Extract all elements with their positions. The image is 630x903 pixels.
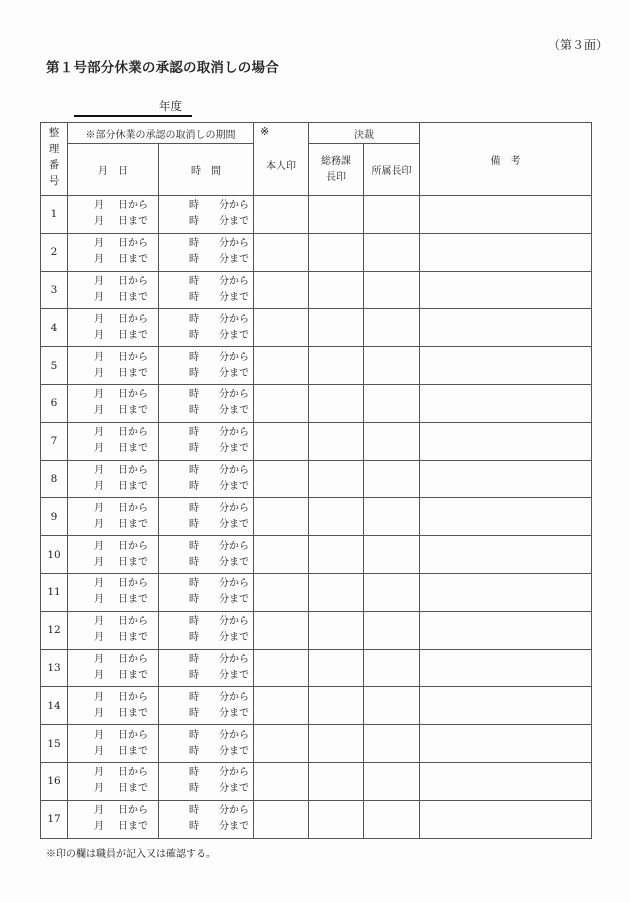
footnote: ※印の欄は職員が記入又は確認する。 [46, 849, 216, 860]
dept-head-seal-cell[interactable] [364, 536, 420, 574]
month-day-cell[interactable]: 月 日から 月 日まで [68, 233, 159, 271]
general-affairs-seal-cell[interactable] [309, 649, 364, 687]
table-row [41, 460, 592, 498]
remarks-cell[interactable] [420, 309, 592, 347]
self-seal-cell[interactable] [254, 384, 309, 422]
general-affairs-seal-cell[interactable] [309, 309, 364, 347]
fiscal-year-field[interactable] [74, 98, 192, 117]
time-cell[interactable]: 時 分から 時 分まで [159, 725, 254, 763]
month-day-cell[interactable]: 月 日から 月 日まで [68, 422, 159, 460]
row-number: 2 [41, 233, 68, 271]
self-seal-cell[interactable] [254, 762, 309, 800]
general-affairs-seal-cell[interactable] [309, 498, 364, 536]
month-day-cell[interactable]: 月 日から 月 日まで [68, 271, 159, 309]
time-cell[interactable]: 時 分から 時 分まで [159, 233, 254, 271]
general-affairs-seal-cell[interactable] [309, 687, 364, 725]
row-number: 16 [41, 762, 68, 800]
month-day-cell[interactable]: 月 日から 月 日まで [68, 498, 159, 536]
row-number: 3 [41, 271, 68, 309]
time-cell[interactable]: 時 分から 時 分まで [159, 649, 254, 687]
dept-head-seal-cell[interactable] [364, 422, 420, 460]
month-day-cell[interactable]: 月 日から 月 日まで [68, 573, 159, 611]
row-number: 7 [41, 422, 68, 460]
time-cell[interactable]: 時 分から 時 分まで [159, 309, 254, 347]
header-month-day: 月 日 [68, 144, 159, 196]
time-cell[interactable]: 時 分から 時 分まで [159, 384, 254, 422]
time-cell[interactable]: 時 分から 時 分まで [159, 762, 254, 800]
row-number: 14 [41, 687, 68, 725]
month-day-cell[interactable]: 月 日から 月 日まで [68, 649, 159, 687]
dept-head-seal-cell[interactable] [364, 460, 420, 498]
time-cell[interactable]: 時 分から 時 分まで [159, 460, 254, 498]
month-day-cell[interactable]: 月 日から 月 日まで [68, 460, 159, 498]
self-seal-cell[interactable] [254, 536, 309, 574]
table-row [41, 725, 592, 763]
time-cell[interactable]: 時 分から 時 分まで [159, 573, 254, 611]
table-row [41, 233, 592, 271]
table-row [41, 309, 592, 347]
general-affairs-seal-cell[interactable] [309, 536, 364, 574]
time-cell[interactable]: 時 分から 時 分まで [159, 347, 254, 385]
header-period: ※部分休業の承認の取消しの期間 [68, 123, 254, 144]
month-day-cell[interactable]: 月 日から 月 日まで [68, 309, 159, 347]
row-number: 15 [41, 725, 68, 763]
header-general-affairs-seal: 総務課長印 [309, 144, 364, 196]
table-row [41, 271, 592, 309]
remarks-cell[interactable] [420, 611, 592, 649]
dept-head-seal-cell[interactable] [364, 271, 420, 309]
month-day-cell[interactable]: 月 日から 月 日まで [68, 725, 159, 763]
remarks-cell[interactable] [420, 422, 592, 460]
page-label: （第３面） [547, 38, 608, 52]
month-day-cell[interactable]: 月 日から 月 日まで [68, 800, 159, 838]
time-cell[interactable]: 時 分から 時 分まで [159, 422, 254, 460]
self-seal-cell[interactable] [254, 611, 309, 649]
row-number: 13 [41, 649, 68, 687]
general-affairs-seal-cell[interactable] [309, 384, 364, 422]
general-affairs-seal-cell[interactable] [309, 422, 364, 460]
self-seal-cell[interactable] [254, 800, 309, 838]
general-affairs-seal-cell[interactable] [309, 271, 364, 309]
month-day-cell[interactable]: 月 日から 月 日まで [68, 762, 159, 800]
dept-head-seal-cell[interactable] [364, 233, 420, 271]
remarks-cell[interactable] [420, 196, 592, 234]
table-row [41, 536, 592, 574]
table-row [41, 800, 592, 838]
header-time: 時 間 [159, 144, 254, 196]
row-number: 9 [41, 498, 68, 536]
dept-head-seal-cell[interactable] [364, 498, 420, 536]
row-number: 11 [41, 573, 68, 611]
general-affairs-seal-cell[interactable] [309, 800, 364, 838]
table-row [41, 347, 592, 385]
row-number: 6 [41, 384, 68, 422]
self-seal-cell[interactable] [254, 498, 309, 536]
table-row [41, 196, 592, 234]
page-title: 第１号部分休業の承認の取消しの場合 [46, 60, 279, 76]
self-seal-cell[interactable] [254, 460, 309, 498]
dept-head-seal-cell[interactable] [364, 384, 420, 422]
remarks-cell[interactable] [420, 384, 592, 422]
time-cell[interactable]: 時 分から 時 分まで [159, 271, 254, 309]
remarks-cell[interactable] [420, 687, 592, 725]
table-row [41, 573, 592, 611]
month-day-cell[interactable]: 月 日から 月 日まで [68, 611, 159, 649]
row-number: 1 [41, 196, 68, 234]
table-row [41, 762, 592, 800]
self-seal-cell[interactable] [254, 196, 309, 234]
row-number: 8 [41, 460, 68, 498]
self-seal-cell[interactable] [254, 422, 309, 460]
table-row [41, 384, 592, 422]
row-number: 17 [41, 800, 68, 838]
fiscal-year-label: 年度 [159, 99, 182, 113]
remarks-cell[interactable] [420, 347, 592, 385]
general-affairs-seal-cell[interactable] [309, 725, 364, 763]
time-cell[interactable]: 時 分から 時 分まで [159, 196, 254, 234]
dept-head-seal-cell[interactable] [364, 347, 420, 385]
time-cell[interactable]: 時 分から 時 分まで [159, 536, 254, 574]
month-day-cell[interactable]: 月 日から 月 日まで [68, 687, 159, 725]
dept-head-seal-cell[interactable] [364, 687, 420, 725]
self-seal-cell[interactable] [254, 309, 309, 347]
self-seal-cell[interactable] [254, 649, 309, 687]
row-number: 4 [41, 309, 68, 347]
general-affairs-seal-cell[interactable] [309, 573, 364, 611]
remarks-cell[interactable] [420, 725, 592, 763]
header-self-seal: ※ 本人印 [254, 123, 309, 196]
dept-head-seal-cell[interactable] [364, 800, 420, 838]
dept-head-seal-cell[interactable] [364, 649, 420, 687]
row-number: 10 [41, 536, 68, 574]
dept-head-seal-cell[interactable] [364, 725, 420, 763]
table-row [41, 649, 592, 687]
header-seq-no: 整 理 番 号 [41, 123, 68, 196]
self-seal-cell[interactable] [254, 573, 309, 611]
general-affairs-seal-cell[interactable] [309, 196, 364, 234]
cancellation-table [40, 122, 592, 839]
general-affairs-seal-cell[interactable] [309, 460, 364, 498]
remarks-cell[interactable] [420, 762, 592, 800]
general-affairs-seal-cell[interactable] [309, 762, 364, 800]
remarks-cell[interactable] [420, 800, 592, 838]
table-row [41, 422, 592, 460]
month-day-cell[interactable]: 月 日から 月 日まで [68, 196, 159, 234]
row-number: 12 [41, 611, 68, 649]
table-row [41, 611, 592, 649]
remarks-cell[interactable] [420, 460, 592, 498]
table-row [41, 687, 592, 725]
dept-head-seal-cell[interactable] [364, 309, 420, 347]
header-dept-head-seal: 所属長印 [364, 144, 420, 196]
self-seal-cell[interactable] [254, 233, 309, 271]
remarks-cell[interactable] [420, 271, 592, 309]
dept-head-seal-cell[interactable] [364, 762, 420, 800]
header-remarks: 備 考 [420, 123, 592, 196]
general-affairs-seal-cell[interactable] [309, 347, 364, 385]
self-seal-cell[interactable] [254, 725, 309, 763]
self-seal-cell[interactable] [254, 687, 309, 725]
time-cell[interactable]: 時 分から 時 分まで [159, 611, 254, 649]
month-day-cell[interactable]: 月 日から 月 日まで [68, 536, 159, 574]
general-affairs-seal-cell[interactable] [309, 611, 364, 649]
month-day-cell[interactable]: 月 日から 月 日まで [68, 384, 159, 422]
table-row [41, 498, 592, 536]
self-seal-cell[interactable] [254, 271, 309, 309]
remarks-cell[interactable] [420, 573, 592, 611]
time-cell[interactable]: 時 分から 時 分まで [159, 687, 254, 725]
dept-head-seal-cell[interactable] [364, 611, 420, 649]
header-approval: 決裁 [309, 123, 420, 144]
time-cell[interactable]: 時 分から 時 分まで [159, 800, 254, 838]
self-seal-cell[interactable] [254, 347, 309, 385]
remarks-cell[interactable] [420, 233, 592, 271]
general-affairs-seal-cell[interactable] [309, 233, 364, 271]
remarks-cell[interactable] [420, 536, 592, 574]
row-number: 5 [41, 347, 68, 385]
remarks-cell[interactable] [420, 498, 592, 536]
remarks-cell[interactable] [420, 649, 592, 687]
month-day-cell[interactable]: 月 日から 月 日まで [68, 347, 159, 385]
dept-head-seal-cell[interactable] [364, 573, 420, 611]
dept-head-seal-cell[interactable] [364, 196, 420, 234]
time-cell[interactable]: 時 分から 時 分まで [159, 498, 254, 536]
